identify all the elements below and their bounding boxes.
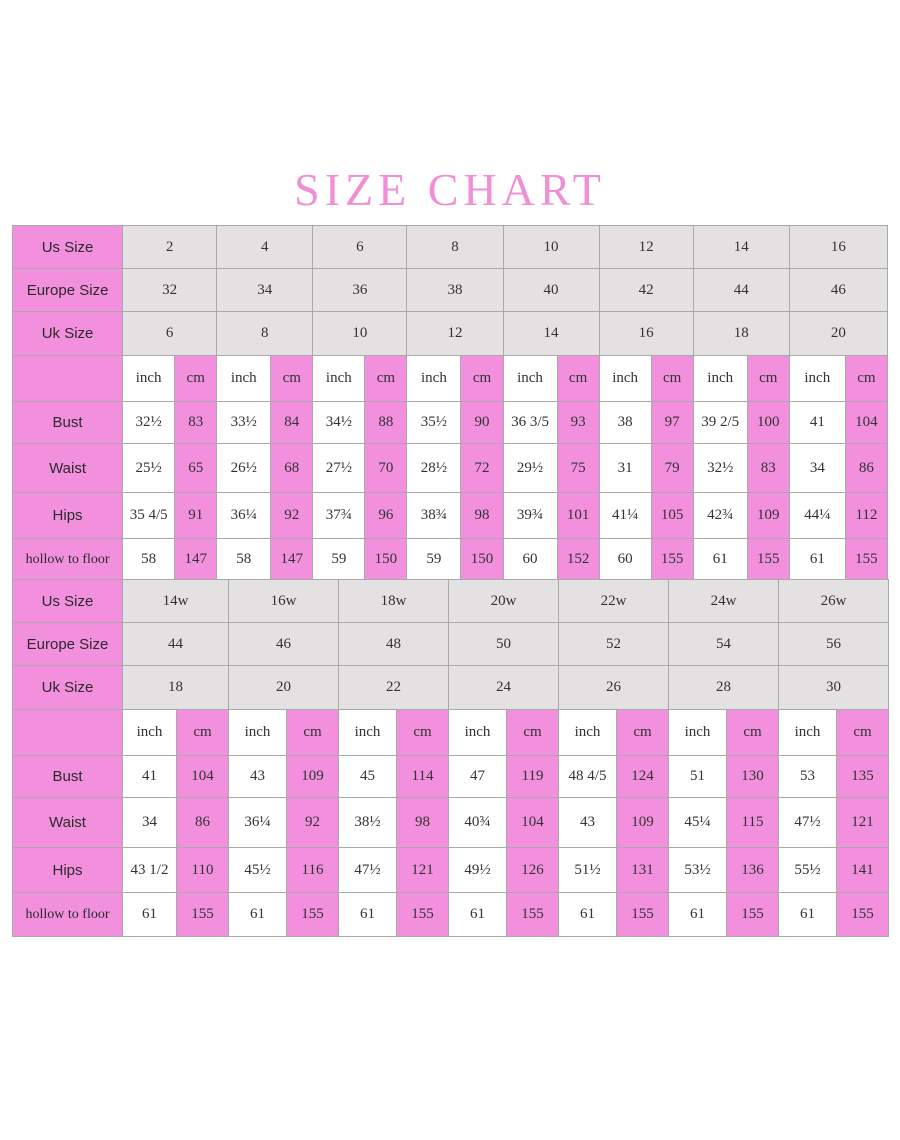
bust-inch-cell: 33½: [217, 402, 271, 444]
bust-inch-cell: 35½: [407, 402, 461, 444]
hollow-to-floor-cm-cell: 155: [747, 539, 789, 581]
bust-label: Bust: [13, 756, 123, 798]
hips-cm-cell: 105: [651, 493, 693, 539]
europe-size-cell: 36: [313, 269, 407, 312]
unit-label-blank: [13, 356, 123, 402]
waist-inch-cell: 34: [789, 444, 845, 493]
hollow-to-floor-inch-cell: 58: [123, 539, 175, 581]
waist-cm-cell: 86: [177, 798, 229, 848]
waist-label: Waist: [13, 798, 123, 848]
waist-cm-cell: 72: [461, 444, 503, 493]
hollow-to-floor-cm-cell: 150: [365, 539, 407, 581]
uk-size-cell: 26: [559, 666, 669, 710]
hollow-to-floor-cm-cell: 155: [617, 893, 669, 937]
hollow-to-floor-inch-cell: 58: [217, 539, 271, 581]
hips-inch-cell: 51½: [559, 848, 617, 893]
bust-cm-cell: 135: [837, 756, 889, 798]
waist-inch-cell: 31: [599, 444, 651, 493]
uk-size-cell: 16: [599, 312, 693, 356]
hips-cm-cell: 92: [271, 493, 313, 539]
waist-inch-cell: 32½: [693, 444, 747, 493]
hips-cm-cell: 136: [727, 848, 779, 893]
hollow-to-floor-inch-cell: 61: [789, 539, 845, 581]
waist-cm-cell: 70: [365, 444, 407, 493]
unit-cm-cell: cm: [461, 356, 503, 402]
bust-row: [13, 402, 888, 444]
europe-size-label: Europe Size: [13, 269, 123, 312]
waist-cm-cell: 104: [507, 798, 559, 848]
europe-size-cell: 46: [229, 623, 339, 666]
us-size-label: Us Size: [13, 226, 123, 269]
bust-cm-cell: 104: [845, 402, 887, 444]
hollow-to-floor-row: [13, 893, 889, 937]
unit-cm-cell: cm: [651, 356, 693, 402]
bust-cm-cell: 84: [271, 402, 313, 444]
waist-label: Waist: [13, 444, 123, 493]
hollow-to-floor-inch-cell: 61: [693, 539, 747, 581]
bust-inch-cell: 34½: [313, 402, 365, 444]
hollow-to-floor-inch-cell: 60: [599, 539, 651, 581]
hips-cm-cell: 126: [507, 848, 559, 893]
europe-size-cell: 44: [693, 269, 789, 312]
unit-cm-cell: cm: [271, 356, 313, 402]
size-table-plus: [12, 579, 889, 937]
bust-cm-cell: 124: [617, 756, 669, 798]
hollow-to-floor-cm-cell: 155: [397, 893, 449, 937]
uk-size-cell: 30: [779, 666, 889, 710]
size-table-standard: [12, 225, 888, 581]
unit-inch-cell: inch: [669, 710, 727, 756]
hips-cm-cell: 98: [461, 493, 503, 539]
hips-row: [13, 493, 888, 539]
hips-inch-cell: 36¼: [217, 493, 271, 539]
unit-row: [13, 710, 889, 756]
us-size-cell: 4: [217, 226, 313, 269]
us-size-cell: 6: [313, 226, 407, 269]
europe-size-cell: 40: [503, 269, 599, 312]
hips-inch-cell: 47½: [339, 848, 397, 893]
bust-cm-cell: 88: [365, 402, 407, 444]
bust-row: [13, 756, 889, 798]
hollow-to-floor-inch-cell: 61: [449, 893, 507, 937]
waist-inch-cell: 34: [123, 798, 177, 848]
waist-inch-cell: 40¾: [449, 798, 507, 848]
hips-inch-cell: 42¾: [693, 493, 747, 539]
unit-cm-cell: cm: [557, 356, 599, 402]
hollow-to-floor-cm-cell: 150: [461, 539, 503, 581]
hollow-to-floor-label: hollow to floor: [13, 893, 123, 937]
unit-label-blank: [13, 710, 123, 756]
waist-inch-cell: 28½: [407, 444, 461, 493]
bust-inch-cell: 51: [669, 756, 727, 798]
waist-inch-cell: 45¼: [669, 798, 727, 848]
europe-size-cell: 46: [789, 269, 887, 312]
hips-cm-cell: 141: [837, 848, 889, 893]
uk-size-cell: 20: [789, 312, 887, 356]
hips-cm-cell: 131: [617, 848, 669, 893]
hips-cm-cell: 121: [397, 848, 449, 893]
bust-inch-cell: 53: [779, 756, 837, 798]
hollow-to-floor-inch-cell: 61: [229, 893, 287, 937]
us-size-row: [13, 226, 888, 269]
europe-size-cell: 56: [779, 623, 889, 666]
waist-cm-cell: 75: [557, 444, 599, 493]
hollow-to-floor-cm-cell: 147: [175, 539, 217, 581]
us-size-cell: 14w: [123, 580, 229, 623]
hollow-to-floor-cm-cell: 155: [651, 539, 693, 581]
hips-inch-cell: 37¾: [313, 493, 365, 539]
hollow-to-floor-cm-cell: 155: [177, 893, 229, 937]
hips-inch-cell: 49½: [449, 848, 507, 893]
bust-inch-cell: 41: [789, 402, 845, 444]
unit-row: [13, 356, 888, 402]
uk-size-cell: 20: [229, 666, 339, 710]
unit-cm-cell: cm: [837, 710, 889, 756]
uk-size-cell: 18: [693, 312, 789, 356]
bust-cm-cell: 100: [747, 402, 789, 444]
us-size-cell: 16w: [229, 580, 339, 623]
us-size-cell: 24w: [669, 580, 779, 623]
bust-cm-cell: 109: [287, 756, 339, 798]
unit-inch-cell: inch: [779, 710, 837, 756]
hips-label: Hips: [13, 493, 123, 539]
uk-size-row: [13, 312, 888, 356]
us-size-cell: 8: [407, 226, 503, 269]
unit-cm-cell: cm: [397, 710, 449, 756]
bust-cm-cell: 104: [177, 756, 229, 798]
us-size-cell: 2: [123, 226, 217, 269]
us-size-row: [13, 580, 889, 623]
europe-size-cell: 52: [559, 623, 669, 666]
hollow-to-floor-inch-cell: 61: [339, 893, 397, 937]
unit-inch-cell: inch: [123, 710, 177, 756]
unit-inch-cell: inch: [217, 356, 271, 402]
uk-size-cell: 28: [669, 666, 779, 710]
uk-size-cell: 24: [449, 666, 559, 710]
unit-inch-cell: inch: [313, 356, 365, 402]
waist-cm-cell: 115: [727, 798, 779, 848]
us-size-cell: 22w: [559, 580, 669, 623]
bust-inch-cell: 38: [599, 402, 651, 444]
unit-inch-cell: inch: [599, 356, 651, 402]
unit-inch-cell: inch: [123, 356, 175, 402]
hips-cm-cell: 110: [177, 848, 229, 893]
europe-size-label: Europe Size: [13, 623, 123, 666]
europe-size-row: [13, 623, 889, 666]
europe-size-cell: 54: [669, 623, 779, 666]
unit-cm-cell: cm: [727, 710, 779, 756]
hollow-to-floor-inch-cell: 59: [313, 539, 365, 581]
unit-inch-cell: inch: [559, 710, 617, 756]
unit-cm-cell: cm: [177, 710, 229, 756]
unit-inch-cell: inch: [229, 710, 287, 756]
us-size-cell: 18w: [339, 580, 449, 623]
hips-cm-cell: 101: [557, 493, 599, 539]
waist-inch-cell: 26½: [217, 444, 271, 493]
unit-inch-cell: inch: [503, 356, 557, 402]
hips-cm-cell: 116: [287, 848, 339, 893]
unit-cm-cell: cm: [507, 710, 559, 756]
hips-inch-cell: 38¾: [407, 493, 461, 539]
bust-inch-cell: 36 3/5: [503, 402, 557, 444]
hips-inch-cell: 44¼: [789, 493, 845, 539]
bust-inch-cell: 43: [229, 756, 287, 798]
hips-row: [13, 848, 889, 893]
hips-cm-cell: 112: [845, 493, 887, 539]
hips-inch-cell: 43 1/2: [123, 848, 177, 893]
hollow-to-floor-cm-cell: 155: [507, 893, 559, 937]
unit-inch-cell: inch: [693, 356, 747, 402]
waist-cm-cell: 121: [837, 798, 889, 848]
bust-cm-cell: 130: [727, 756, 779, 798]
uk-size-cell: 14: [503, 312, 599, 356]
us-size-cell: 26w: [779, 580, 889, 623]
hollow-to-floor-cm-cell: 147: [271, 539, 313, 581]
unit-cm-cell: cm: [617, 710, 669, 756]
hollow-to-floor-inch-cell: 60: [503, 539, 557, 581]
uk-size-cell: 18: [123, 666, 229, 710]
bust-cm-cell: 93: [557, 402, 599, 444]
europe-size-row: [13, 269, 888, 312]
waist-inch-cell: 43: [559, 798, 617, 848]
unit-cm-cell: cm: [747, 356, 789, 402]
unit-cm-cell: cm: [365, 356, 407, 402]
page-title: SIZE CHART: [294, 164, 606, 215]
hips-inch-cell: 53½: [669, 848, 727, 893]
waist-cm-cell: 92: [287, 798, 339, 848]
bust-cm-cell: 83: [175, 402, 217, 444]
bust-cm-cell: 114: [397, 756, 449, 798]
waist-cm-cell: 83: [747, 444, 789, 493]
uk-size-row: [13, 666, 889, 710]
bust-label: Bust: [13, 402, 123, 444]
waist-inch-cell: 38½: [339, 798, 397, 848]
hollow-to-floor-cm-cell: 155: [727, 893, 779, 937]
hollow-to-floor-inch-cell: 61: [123, 893, 177, 937]
hips-label: Hips: [13, 848, 123, 893]
europe-size-cell: 32: [123, 269, 217, 312]
hollow-to-floor-cm-cell: 155: [845, 539, 887, 581]
bust-inch-cell: 47: [449, 756, 507, 798]
waist-cm-cell: 68: [271, 444, 313, 493]
waist-row: [13, 444, 888, 493]
unit-inch-cell: inch: [407, 356, 461, 402]
us-size-label: Us Size: [13, 580, 123, 623]
bust-cm-cell: 119: [507, 756, 559, 798]
unit-inch-cell: inch: [789, 356, 845, 402]
hollow-to-floor-row: [13, 539, 888, 581]
europe-size-cell: 38: [407, 269, 503, 312]
hips-inch-cell: 55½: [779, 848, 837, 893]
hollow-to-floor-inch-cell: 59: [407, 539, 461, 581]
waist-cm-cell: 109: [617, 798, 669, 848]
waist-cm-cell: 65: [175, 444, 217, 493]
uk-size-cell: 22: [339, 666, 449, 710]
unit-inch-cell: inch: [339, 710, 397, 756]
bust-cm-cell: 97: [651, 402, 693, 444]
unit-inch-cell: inch: [449, 710, 507, 756]
hips-inch-cell: 35 4/5: [123, 493, 175, 539]
hollow-to-floor-inch-cell: 61: [779, 893, 837, 937]
us-size-cell: 14: [693, 226, 789, 269]
uk-size-label: Uk Size: [13, 312, 123, 356]
us-size-cell: 12: [599, 226, 693, 269]
hips-inch-cell: 39¾: [503, 493, 557, 539]
waist-inch-cell: 47½: [779, 798, 837, 848]
europe-size-cell: 42: [599, 269, 693, 312]
waist-cm-cell: 86: [845, 444, 887, 493]
hips-cm-cell: 109: [747, 493, 789, 539]
uk-size-label: Uk Size: [13, 666, 123, 710]
hips-cm-cell: 91: [175, 493, 217, 539]
unit-cm-cell: cm: [175, 356, 217, 402]
waist-inch-cell: 25½: [123, 444, 175, 493]
hips-inch-cell: 45½: [229, 848, 287, 893]
europe-size-cell: 44: [123, 623, 229, 666]
waist-cm-cell: 98: [397, 798, 449, 848]
us-size-cell: 16: [789, 226, 887, 269]
hips-cm-cell: 96: [365, 493, 407, 539]
waist-inch-cell: 36¼: [229, 798, 287, 848]
uk-size-cell: 10: [313, 312, 407, 356]
bust-cm-cell: 90: [461, 402, 503, 444]
waist-inch-cell: 29½: [503, 444, 557, 493]
hollow-to-floor-label: hollow to floor: [13, 539, 123, 581]
bust-inch-cell: 41: [123, 756, 177, 798]
waist-cm-cell: 79: [651, 444, 693, 493]
hollow-to-floor-cm-cell: 155: [837, 893, 889, 937]
hollow-to-floor-cm-cell: 155: [287, 893, 339, 937]
us-size-cell: 10: [503, 226, 599, 269]
bust-inch-cell: 45: [339, 756, 397, 798]
bust-inch-cell: 39 2/5: [693, 402, 747, 444]
europe-size-cell: 34: [217, 269, 313, 312]
waist-row: [13, 798, 889, 848]
hollow-to-floor-inch-cell: 61: [559, 893, 617, 937]
us-size-cell: 20w: [449, 580, 559, 623]
bust-inch-cell: 48 4/5: [559, 756, 617, 798]
uk-size-cell: 6: [123, 312, 217, 356]
uk-size-cell: 12: [407, 312, 503, 356]
waist-inch-cell: 27½: [313, 444, 365, 493]
unit-cm-cell: cm: [287, 710, 339, 756]
europe-size-cell: 50: [449, 623, 559, 666]
hips-inch-cell: 41¼: [599, 493, 651, 539]
hollow-to-floor-cm-cell: 152: [557, 539, 599, 581]
uk-size-cell: 8: [217, 312, 313, 356]
europe-size-cell: 48: [339, 623, 449, 666]
bust-inch-cell: 32½: [123, 402, 175, 444]
unit-cm-cell: cm: [845, 356, 887, 402]
hollow-to-floor-inch-cell: 61: [669, 893, 727, 937]
